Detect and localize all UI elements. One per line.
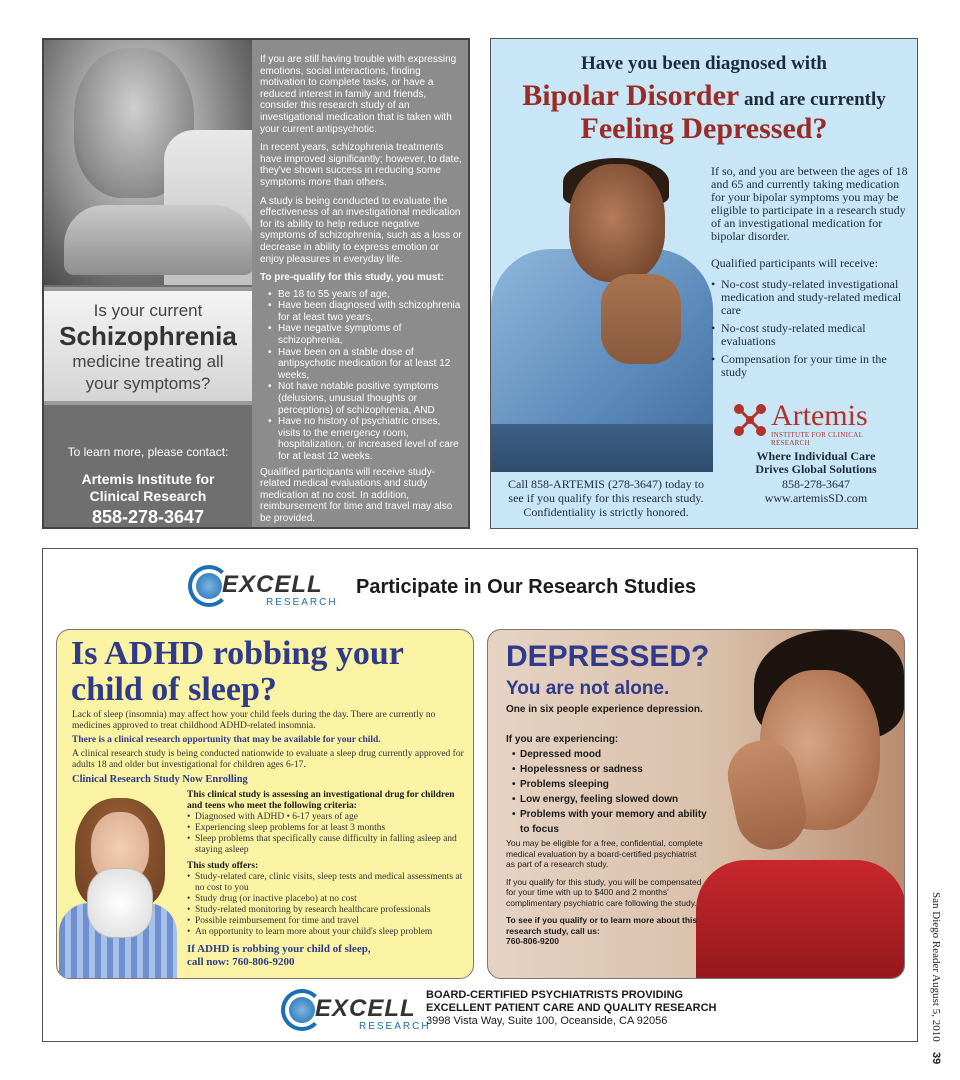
artemis-tagline [721,450,911,476]
excell-logo [188,561,348,611]
bipolar-call-line: Confidentiality is strictly honored. [523,505,689,519]
adhd-cta-phone[interactable]: call now: 760-806-9200 [187,956,295,968]
excell-logo-word: EXCELL [222,571,323,598]
schizo-org-name: Clinical Research [89,488,207,504]
page-folio [922,892,942,1065]
artemis-logo-word: Artemis [771,399,868,432]
schizo-criteria-list [260,289,464,463]
list-item: • Compensation for your time in the study [711,353,911,379]
list-item: • Have negative symptoms of schizophrenia, [260,323,464,346]
list-item: • Problems sleeping [506,777,716,792]
depressed-title: DEPRESSED? [506,640,710,673]
adhd-criteria [187,790,471,969]
list-item: • Have no history of psychiatric crises, visits to the emergency room, hospitalization, or increased level of care for at least 12 weeks. [260,416,464,462]
artemis-logo [731,399,901,447]
schizo-question-keyword: Schizophrenia [59,321,237,351]
adhd-offers-list [187,872,471,938]
excell-logo-sub: RESEARCH [359,1021,431,1032]
schizo-question-line: medicine treating all [72,352,224,371]
depressed-man-photo [696,630,905,979]
list-item: • Possible reimbursement for time and travel [187,916,471,927]
bipolar-headline-keyword: Feeling Depressed? [580,112,828,145]
list-item: • An opportunity to learn more about your child's sleep problem [187,927,471,938]
artemis-logo-sub: INSTITUTE FOR CLINICAL RESEARCH [771,431,863,447]
bipolar-headline [491,53,917,145]
schizo-paragraph: In recent years, schizophrenia treatments have improved significantly; however, to date, they've shown success in reducing some symptoms more than others. [260,142,462,188]
excell-logo-sub: RESEARCH [266,597,338,608]
list-item: • Have been diagnosed with schizophrenia for at least two years, [260,300,464,323]
artemis-contact [721,477,911,505]
schizo-paragraph: Qualified participants will receive study-related medical evaluations and study medication at no cost. In addition, reimbursement for time and travel may also be provided. [260,466,453,524]
list-item: • Low energy, feeling slowed down [506,792,716,807]
schizo-org-name: Artemis Institute for [81,471,215,487]
schizo-question-banner [44,287,252,405]
schizo-paragraph: If you are still having trouble with expressing emotions, social interactions, finding motivation to complete tasks, or have a reduced interest in family and friends, consider this research study of an investigational medication that is taken with your current antipsychotic. [260,54,457,135]
adhd-offers-heading: This study offers: [187,861,259,871]
excell-footer-line: BOARD-CERTIFIED PSYCHIATRISTS PROVIDING [426,989,684,1001]
adhd-lead-highlight: There is a clinical research opportunity that may be available for your child. [72,735,381,745]
adhd-child-photo [59,798,177,979]
bipolar-call-line: see if you qualify for this research study. [508,491,704,505]
schizo-body-text [260,54,464,529]
schizo-question-line: Is your current [93,301,203,320]
depressed-one-in-six: One in six people experience depression. [506,704,703,715]
bipolar-headline-line [491,79,917,113]
bipolar-benefits-list [711,278,911,379]
artemis-phone[interactable]: 858-278-3647 [782,477,850,491]
adhd-lead [72,710,468,785]
bipolar-intro: If so, and you are between the ages of 18 and 65 and currently taking medication for your bipolar symptoms you may be eligible to participate in a research study of an investigational medication for bipolar disorder. [711,164,908,243]
depressed-symptoms-list [506,747,716,837]
list-item: • Have been on a stable dose of antipsychotic medication for at least 12 weeks, [260,347,464,382]
excell-logo-word: EXCELL [315,995,416,1022]
adhd-lead-paragraph: A clinical research study is being conducted nationwide to evaluate a sleep drug currently approved for adults 18 and older but investigational for children ages 6-17. [72,749,464,770]
schizo-question-line: your symptoms? [85,374,211,393]
artemis-website[interactable]: www.artemisSD.com [764,491,868,505]
bipolar-ad [490,38,918,529]
excell-logo-orb-icon [196,573,222,599]
folio-text: San Diego Reader August 5, 2010 [930,892,942,1042]
list-item: • No-cost study-related investigational medication and study-related medical care [711,278,911,317]
list-item: • Be 18 to 55 years of age, [260,289,464,301]
schizo-prequalify-heading: To pre-qualify for this study, you must: [260,272,445,284]
schizo-contact-label: To learn more, please contact: [67,445,229,459]
bipolar-photo [491,154,713,472]
excell-footer-line: EXCELLENT PATIENT CARE AND QUALITY RESEARCH [426,1002,717,1014]
depressed-phone[interactable]: 760-806-9200 [506,936,559,946]
adhd-criteria-heading: This clinical study is assessing an investigational drug for children and teens who meet the following criteria: [187,790,455,811]
schizo-paragraph: A study is being conducted to evaluate the effectiveness of an investigational medication for its ability to help reduce negative symptoms of schizophrenia, such as a loss or decrease in ability to express emotion or enjoy pleasures in everyday life. [260,195,462,265]
schizo-photo [44,40,252,285]
artemis-molecule-icon [731,401,769,439]
list-item: • No-cost study-related medical evaluations [711,322,911,348]
bipolar-benefits-label: Qualified participants will receive: [711,256,878,270]
list-item: • Experiencing sleep problems for at least 3 months [187,823,471,834]
bipolar-headline-connector: and are currently [739,89,886,110]
artemis-tagline-line: Drives Global Solutions [755,462,877,476]
adhd-panel [56,629,474,979]
artemis-tagline-line: Where Individual Care [756,449,876,463]
depressed-symptoms-heading: If you are experiencing: [506,734,619,745]
schizo-contact [44,445,252,528]
excell-footer-logo [281,985,441,1035]
list-item: • Study-related care, clinic visits, sleep tests and medical assessments at no cost to you [187,872,471,894]
depressed-panel [487,629,905,979]
depressed-details [506,838,706,954]
list-item: • Not have notable positive symptoms (delusions, unusual thoughts or perceptions) of schizophrenia, AND [260,381,464,416]
depressed-comp-text: If you qualify for this study, you will be compensated for your time with up to $400 and 2 months' complimentary psychiatric care following the study. [506,876,702,908]
bipolar-call-to-action [499,477,713,519]
excell-address: 3998 Vista Way, Suite 100, Oceanside, CA 92056 [426,1015,668,1027]
schizophrenia-ad [42,38,470,529]
adhd-lead-paragraph: Lack of sleep (insomnia) may affect how your child feels during the day. There are currently no medicines approved to treat childhood ADHD-related insomnia. [72,710,436,731]
bipolar-headline-line: Have you been diagnosed with [581,53,827,74]
page-number: 39 [930,1052,942,1065]
adhd-cta-line: If ADHD is robbing your child of sleep, [187,943,371,955]
depressed-eval-text: You may be eligible for a free, confidential, complete medical evaluation by a board-certified psychiatrist as part of a research study. [506,838,703,869]
adhd-call-to-action [187,943,471,969]
list-item: • Study drug (or inactive placebo) at no cost [187,894,471,905]
bipolar-call-line: Call 858-ARTEMIS (278-3647) today to [508,477,704,491]
depressed-call-text [506,915,706,947]
list-item: • Depressed mood [506,747,716,762]
adhd-enrolling: Clinical Research Study Now Enrolling [72,774,248,785]
bipolar-benefits [711,257,911,384]
list-item: • Hopelessness or sadness [506,762,716,777]
list-item: • Problems with your memory and ability to focus [506,807,716,837]
list-item: • Study-related monitoring by research healthcare professionals [187,905,471,916]
excell-header [188,561,788,611]
excell-logo-orb-icon [289,997,315,1023]
excell-title: Participate in Our Research Studies [356,576,697,598]
bipolar-headline-keyword: Bipolar Disorder [522,79,740,112]
depressed-call-line: To see if you qualify or to learn more about this research study, call us: [506,915,698,936]
depressed-symptoms [506,732,716,837]
excell-research-ad [42,548,918,1042]
adhd-title: Is ADHD robbing your child of sleep? [71,635,404,708]
adhd-criteria-list [187,812,471,856]
list-item: • Diagnosed with ADHD • 6-17 years of age [187,812,471,823]
depressed-subtitle: You are not alone. [506,678,670,699]
list-item: • Sleep problems that specifically cause difficulty in falling asleep and staying asleep [187,834,471,856]
schizo-phone[interactable]: 858-278-3647 [91,507,205,527]
schizo-left-column [44,40,252,527]
excell-footer-text [426,989,846,1028]
